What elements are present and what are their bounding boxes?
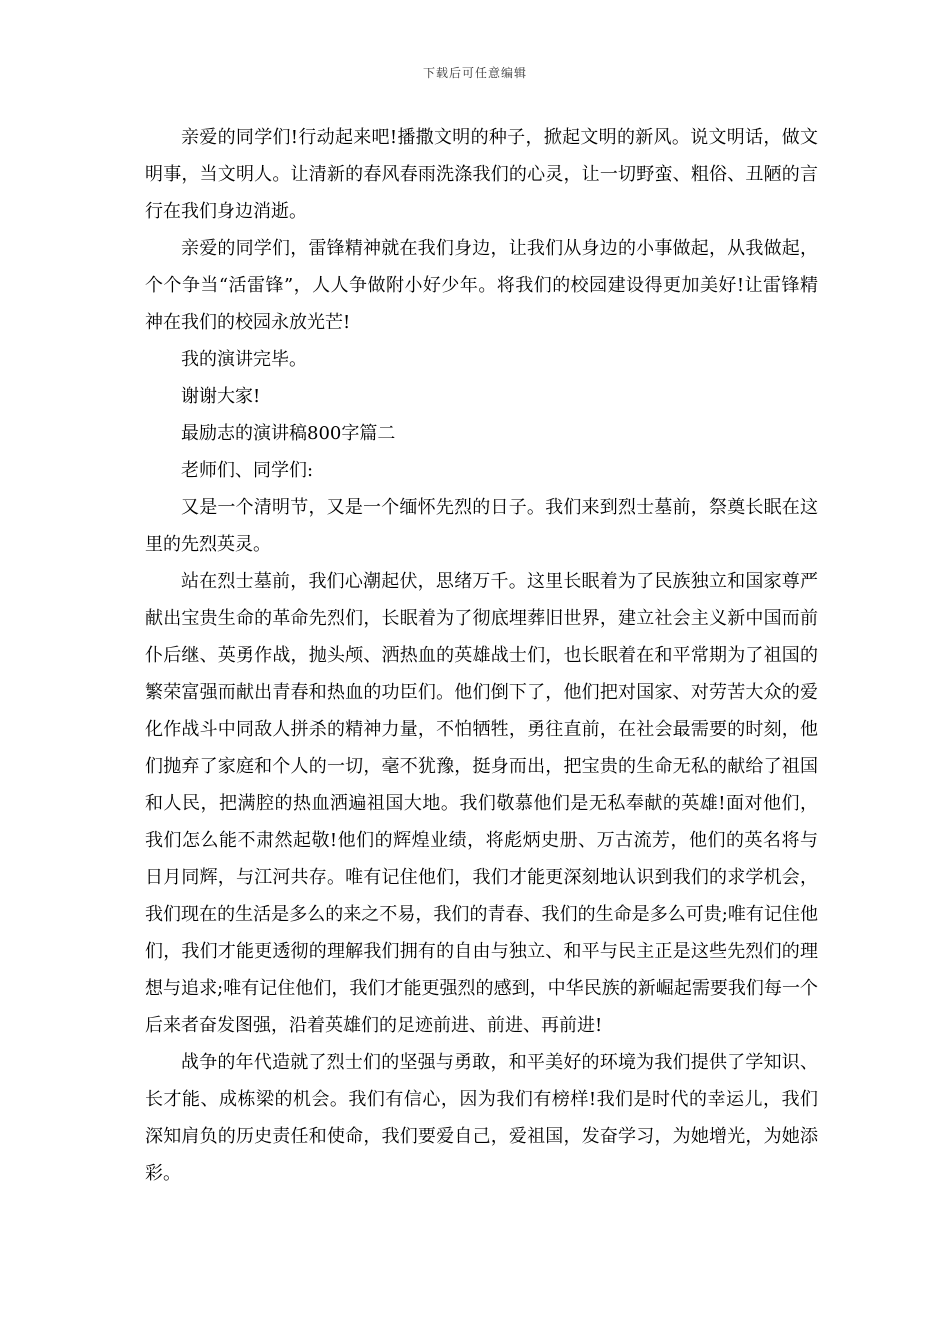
paragraph: 亲爱的同学们!行动起来吧!播撒文明的种子，掀起文明的新风。说文明话，做文明事，当文明人。让清新的春风春雨洗涤我们的心灵，让一切野蛮、粗俗、丑陋的言行在我们身边消逝。 [145, 127, 818, 222]
paragraph: 又是一个清明节，又是一个缅怀先烈的日子。我们来到烈士墓前，祭奠长眠在这里的先烈英灵。 [145, 497, 818, 555]
section-title: 最励志的演讲稿800字篇二 [181, 423, 396, 444]
paragraph: 站在烈士墓前，我们心潮起伏，思绪万千。这里长眠着为了民族独立和国家尊严献出宝贵生命的革命先烈们，长眠着为了彻底埋葬旧世界，建立社会主义新中国而前仆后继、英勇作战，抛头颅、洒热血的英雄战士们，也长眠着在和平常期为了祖国的繁荣富强而献出青春和热血的功臣们。他们倒下了，他们把对国家、对劳苦大众的爱化作战斗中同敌人拼杀的精神力量，不怕牺牲，勇往直前，在社会最需要的时刻，他们抛弃了家庭和个人的一切，毫不犹豫，挺身而出，把宝贵的生命无私的献给了祖国和人民，把满腔的热血洒遍祖国大地。我们敬慕他们是无私奉献的英雄!面对他们，我们怎么能不肃然起敬!他们的辉煌业绩，将彪炳史册、万古流芳，他们的英名将与日月同辉，与江河共存。唯有记住他们，我们才能更深刻地认识到我们的求学机会，我们现在的生活是多么的来之不易，我们的青春、我们的生命是多么可贵;唯有记住他们，我们才能更透彻的理解我们拥有的自由与独立、和平与民主正是这些先烈们的理想与追求;唯有记住他们，我们才能更强烈的感到，中华民族的新崛起需要我们每一个后来者奋发图强，沿着英雄们的足迹前进、前进、再前进! [145, 571, 818, 1036]
header-note: 下载后可任意编辑 [422, 66, 527, 80]
salutation: 老师们、同学们: [181, 460, 314, 481]
paragraph: 亲爱的同学们，雷锋精神就在我们身边，让我们从身边的小事做起，从我做起，个个争当“活雷锋”，人人争做附小好少年。将我们的校园建设得更加美好!让雷锋精神在我们的校园永放光芒! [145, 238, 818, 333]
paragraph: 我的演讲完毕。 [181, 349, 307, 370]
document-body [145, 119, 818, 1192]
paragraph: 战争的年代造就了烈士们的坚强与勇敢，和平美好的环境为我们提供了学知识、长才能、成栋梁的机会。我们有信心，因为我们有榜样!我们是时代的幸运儿，我们深知肩负的历史责任和使命，我们要爱自己，爱祖国，发奋学习，为她增光，为她添彩。 [145, 1052, 818, 1184]
paragraph: 谢谢大家! [181, 386, 261, 407]
